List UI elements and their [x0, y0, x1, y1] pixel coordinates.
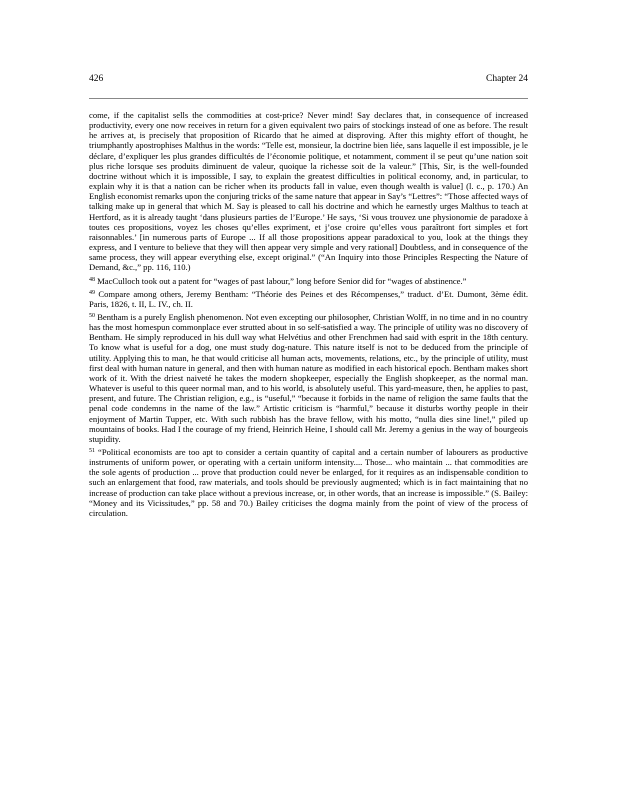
footnote-48	[89, 276, 528, 286]
footnote-marker: 51	[89, 448, 95, 454]
footnote-text: Bentham is a purely English phenomenon. Not even excepting our philosopher, Christian Wolff, in no time and in no country has the most homespun commonplace ever strutted about in so self-satisfied a way. The principle of utility was no discovery of Bentham. He simply reproduced in his dull way what Helvétius and other Frenchmen had said with esprit in the 18th century. To know what is useful for a dog, one must study dog-nature. This nature itself is not to be deduced from the principle of utility. Applying this to man, he that would criticise all human acts, movements, relations, etc., by the principle of utility, must first deal with human nature in general, and then with human nature as modified in each historical epoch. Bentham makes short work of it. With the driest naiveté he takes the modern shopkeeper, especially the English shopkeeper, as the normal man. Whatever is useful to this queer normal man, and to his world, is absolutely useful. This yard-measure, then, he applies to past, present, and future. The Christian religion, e.g., is “useful,” “because it forbids in the name of religion the same faults that the penal code condemns in the name of the law.” Artistic criticism is “harmful,” because it disturbs worthy people in their enjoyment of Martin Tupper, etc. With such rubbish has the brave fellow, with his motto, “nulla dies sine line!,” piled up mountains of books. Had I the courage of my friend, Heinrich Heine, I should call Mr. Jeremy a genius in the way of bourgeois stupidity.	[89, 311, 528, 444]
footnote-text: “Political economists are too apt to consider a certain quantity of capital and a certain number of labourers as productive instruments of uniform power, or operating with a certain uniform intensity.... Those... who maintain ... that commodities are the sole agents of production ... prove that production could never be enlarged, for it requires as an indispensable condition to such an enlargement that food, raw materials, and tools should be previously augmented; which is in fact maintaining that no increase of production can take place without a previous increase, or, in other words, that an increase is impossible.” (S. Bailey: “Money and its Vicissitudes,” pp. 58 and 70.) Bailey criticises the dogma mainly from the point of view of the process of circulation.	[89, 447, 528, 518]
page-number: 426	[89, 74, 104, 84]
footnote-marker: 49	[89, 289, 95, 296]
footnote-text: MacCulloch took out a patent for “wages of past labour,” long before Senior did for “wages of abstinence.”	[97, 275, 467, 286]
footnote-50	[89, 312, 528, 444]
footnote-marker: 48	[89, 276, 95, 283]
chapter-title: Chapter 24	[486, 74, 528, 84]
header-rule	[89, 98, 528, 99]
continued-paragraph	[89, 110, 528, 273]
footnote-49	[89, 289, 528, 309]
paragraph-text: come, if the capitalist sells the commodities at cost-price? Never mind! Say declares that, in consequence of increased productivity, every one now receives in return for a given equivalent two pairs of stockings instead of one as before. The result he arrives at, is precisely that proposition of Ricardo that he aimed at disproving. After this mighty effort of thought, he triumphantly apostrophises Malthus in the words: “Telle est, monsieur, la doctrine bien liée, sans laquelle il est impossible, je le déclare, d’expliquer les plus grandes difficultés de l’économie politique, et notamment, comment il se peut qu’une nation soit plus riche lorsque ses produits diminuent de valeur, quoique la richesse soit de la valeur.” [This, Sir, is the well-founded doctrine without which it is impossible, I say, to explain the greatest difficulties in political economy, and, in particular, to explain why it is that a nation can be richer when its products fall in value, even though wealth is value] (l. c., p. 170.) An English economist remarks upon the conjuring tricks of the same nature that appear in Say’s “Lettres”: “Those affected ways of talking make up in general that which M. Say is pleased to call his doctrine and which he earnestly urges Malthus to teach at Hertford, as it is already taught ‘dans plusieurs parties de l’Europe.’ He says, ‘Si vous trouvez une physionomie de paradoxe à toutes ces propositions, voyez les choses qu’elles expriment, et j’ose croire qu’elles vous paraîtront fort simples et fort raisonnables.’ [in numerous parts of Europe ... If all those propositions appear paradoxical to you, look at the things they express, and I venture to believe that they will then appear very simple and very rational] Doubtless, and in consequence of the same process, they will appear everything else, except original.” (“An Inquiry into those Principles Respecting the Nature of Demand, &c.,” pp. 116, 110.)	[89, 110, 528, 273]
footnote-marker: 50	[89, 312, 95, 319]
running-header	[89, 73, 528, 85]
footnote-text: Compare among others, Jeremy Bentham: “Théorie des Peines et des Récompenses,” traduct. d’Et. Dumont, 3ème édit. Paris, 1826, t. II, L. IV., ch. II.	[89, 288, 528, 309]
footnote-51	[89, 447, 528, 518]
page-body	[89, 110, 528, 521]
